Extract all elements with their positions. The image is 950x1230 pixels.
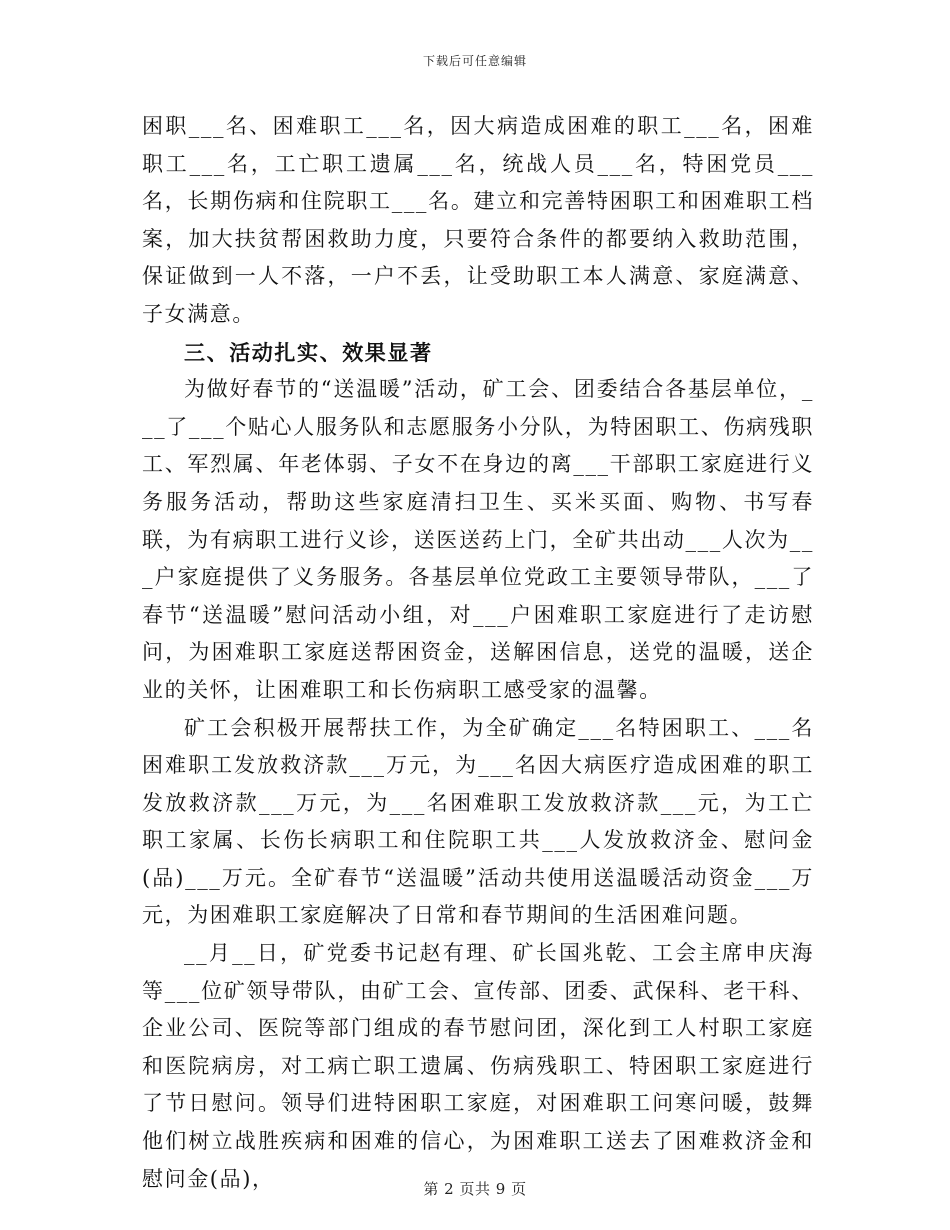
paragraph-leader-visits: __月__日，矿党委书记赵有理、矿长国兆乾、工会主席申庆海等___位矿领导带队，由矿工会、宣传部、团委、武保科、老干科、企业公司、医院等部门组成的春节慰问团，深化到工人村职工家庭和医院病房，对工病亡职工遗属、伤病残职工、特困职工家庭进行了节日慰问。领导们进特困职工家庭，对困难职工问寒问暖，鼓舞他们树立战胜疾病和困难的信心，为困难职工送去了困难救济金和慰问金(品)， <box>142 941 814 1191</box>
page-footer: 第 2 页共 9 页 <box>423 1180 527 1198</box>
paragraph-activities: 为做好春节的“送温暖”活动，矿工会、团委结合各基层单位，___了___个贴心人服务队和志愿服务小分队，为特困职工、伤病残职工、军烈属、年老体弱、子女不在身边的离___干部职工家庭进行义务服务活动，帮助这些家庭清扫卫生、买米买面、购物、书写春联，为有病职工进行义诊，送医送药上门，全矿共出动___人次为___户家庭提供了义务服务。各基层单位党政工主要领导带队，___了春节“送温暖”慰问活动小组，对___户困难职工家庭进行了走访慰问，为困难职工家庭送帮困资金，送解困信息，送党的温暖，送企业的关怀，让困难职工和长伤病职工感受家的温馨。 <box>142 377 814 702</box>
paragraph-assistance: 矿工会积极开展帮扶工作，为全矿确定___名特困职工、___名困难职工发放救济款___万元，为___名因大病医疗造成困难的职工发放救济款___万元，为___名困难职工发放救济款___元，为工亡职工家属、长伤长病职工和住院职工共___人发放救济金、慰问金(品)___万元。全矿春节“送温暖”活动共使用送温暖活动资金___万元，为困难职工家庭解决了日常和春节期间的生活困难问题。 <box>142 715 814 928</box>
section-heading: 三、活动扎实、效果显著 <box>184 339 433 365</box>
document-body <box>142 108 814 1198</box>
paragraph-continued: 困职___名、困难职工___名，因大病造成困难的职工___名，困难职工___名，工亡职工遗属___名，统战人员___名，特困党员___名，长期伤病和住院职工___名。建立和完善特困职工和困难职工档案，加大扶贫帮困救助力度，只要符合条件的都要纳入救助范围，保证做到一人不落，一户不丢，让受助职工本人满意、家庭满意、子女满意。 <box>142 114 814 326</box>
page-header: 下载后可任意编辑 <box>422 54 527 68</box>
